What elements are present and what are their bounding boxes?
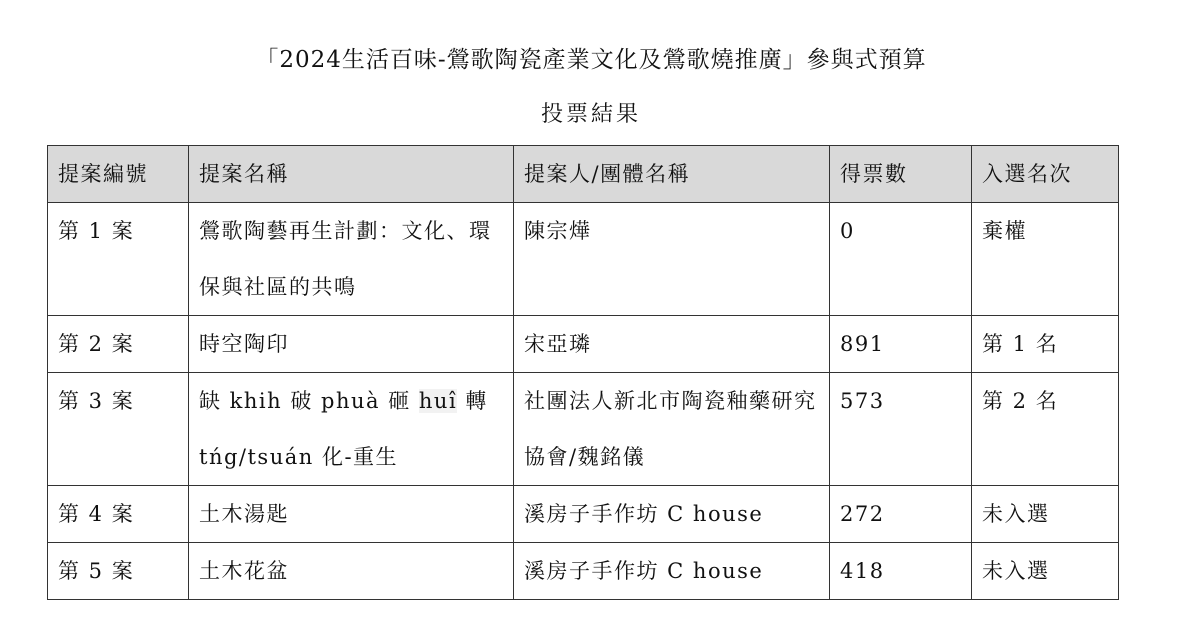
table-row xyxy=(48,373,1119,486)
rank-cell xyxy=(972,316,1119,373)
header-votes: 得票數 xyxy=(830,146,972,203)
rank-cell xyxy=(972,543,1119,600)
proposal-name-part: 缺 khih 破 phuà 砸 xyxy=(199,389,419,413)
proposal-id: 第 1 案 xyxy=(58,219,135,243)
proposer-name: 溪房子手作坊 C house xyxy=(524,559,764,583)
proposal-id-cell xyxy=(48,316,189,373)
proposal-id: 第 3 案 xyxy=(58,389,135,413)
votes-cell xyxy=(830,203,972,316)
header-rank: 入選名次 xyxy=(972,146,1119,203)
rank-value: 第 2 名 xyxy=(982,389,1059,413)
proposal-id-cell xyxy=(48,203,189,316)
proposer-cell xyxy=(514,373,830,486)
proposal-name-highlighted-part: huî xyxy=(418,389,458,413)
document-title: 「2024生活百味-鶯歌陶瓷產業文化及鶯歌燒推廣」參與式預算 xyxy=(255,47,927,73)
proposal-name: 土木湯匙 xyxy=(199,502,289,526)
vote-count: 573 xyxy=(840,389,885,413)
vote-count: 0 xyxy=(840,219,855,243)
proposer-cell xyxy=(514,203,830,316)
proposal-id: 第 4 案 xyxy=(58,502,135,526)
voting-results-table xyxy=(47,145,1119,600)
proposal-id-cell xyxy=(48,543,189,600)
proposal-name: 土木花盆 xyxy=(199,559,289,583)
votes-cell xyxy=(830,486,972,543)
proposal-name-part: 轉 tńg/tsuán 化-重生 xyxy=(199,389,488,469)
votes-cell xyxy=(830,316,972,373)
proposal-name-cell xyxy=(189,203,514,316)
vote-count: 272 xyxy=(840,502,885,526)
rank-value: 第 1 名 xyxy=(982,332,1059,356)
header-proposer: 提案人/團體名稱 xyxy=(514,146,830,203)
vote-count: 891 xyxy=(840,332,885,356)
table-header-row xyxy=(48,146,1119,203)
proposal-name-cell xyxy=(189,543,514,600)
vote-count: 418 xyxy=(840,559,885,583)
rank-value: 未入選 xyxy=(982,502,1050,526)
table-row xyxy=(48,543,1119,600)
proposal-name: 鶯歌陶藝再生計劃：文化、環保與社區的共鳴 xyxy=(199,219,492,299)
rank-value: 棄權 xyxy=(982,219,1027,243)
proposer-cell xyxy=(514,486,830,543)
rank-value: 未入選 xyxy=(982,559,1050,583)
proposer-cell xyxy=(514,543,830,600)
proposal-name: 時空陶印 xyxy=(199,332,289,356)
proposer-cell xyxy=(514,316,830,373)
proposal-id-cell xyxy=(48,486,189,543)
proposer-name: 陳宗燁 xyxy=(524,219,592,243)
proposal-name-cell xyxy=(189,373,514,486)
table-row xyxy=(48,486,1119,543)
proposer-name: 社團法人新北市陶瓷釉藥研究協會/魏銘儀 xyxy=(524,389,817,469)
rank-cell xyxy=(972,486,1119,543)
proposal-name-cell xyxy=(189,316,514,373)
header-proposal-name: 提案名稱 xyxy=(189,146,514,203)
document-subtitle: 投票結果 xyxy=(540,102,641,127)
rank-cell xyxy=(972,373,1119,486)
proposer-name: 溪房子手作坊 C house xyxy=(524,502,764,526)
votes-cell xyxy=(830,543,972,600)
proposal-name-cell xyxy=(189,486,514,543)
proposal-id: 第 5 案 xyxy=(58,559,135,583)
table-row xyxy=(48,316,1119,373)
proposal-name xyxy=(199,373,503,485)
proposal-id-cell xyxy=(48,373,189,486)
header-proposal-id: 提案編號 xyxy=(48,146,189,203)
votes-cell xyxy=(830,373,972,486)
table-row xyxy=(48,203,1119,316)
proposer-name: 宋亞璘 xyxy=(524,332,592,356)
proposal-id: 第 2 案 xyxy=(58,332,135,356)
rank-cell xyxy=(972,203,1119,316)
